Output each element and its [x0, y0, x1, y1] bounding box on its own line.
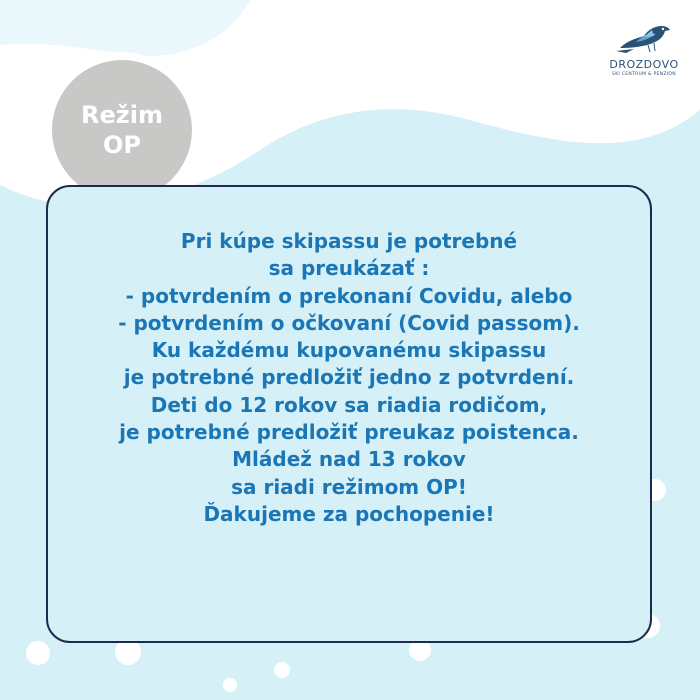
message-line: je potrebné predložiť preukaz poistenca. [119, 420, 579, 445]
drozdovo-logo [600, 18, 688, 88]
message-text [46, 228, 652, 528]
regime-badge [52, 60, 192, 200]
logo-name: DROZDOVO [609, 58, 679, 71]
logo-subtitle: SKI CENTRUM & PENZIÓN [612, 72, 676, 77]
message-line: - potvrdením o očkovaní (Covid passom). [118, 310, 580, 335]
message-line: je potrebné predložiť jedno z potvrdení. [123, 365, 575, 390]
message-line: Ku každému kupovanému skipassu [151, 338, 547, 363]
message-line: sa preukázať : [268, 256, 430, 281]
badge-line-2: OP [103, 131, 141, 159]
message-line: Deti do 12 rokov sa riadia rodičom, [150, 392, 548, 417]
bird-icon [614, 18, 674, 56]
badge-line-1: Režim [81, 101, 163, 129]
message-line: sa riadi režimom OP! [231, 474, 467, 499]
message-line: - potvrdením o prekonaní Covidu, alebo [125, 283, 573, 308]
message-line: Mládež nad 13 rokov [232, 447, 466, 472]
message-line: Ďakujeme za pochopenie! [203, 501, 495, 526]
message-line: Pri kúpe skipassu je potrebné [180, 229, 518, 253]
